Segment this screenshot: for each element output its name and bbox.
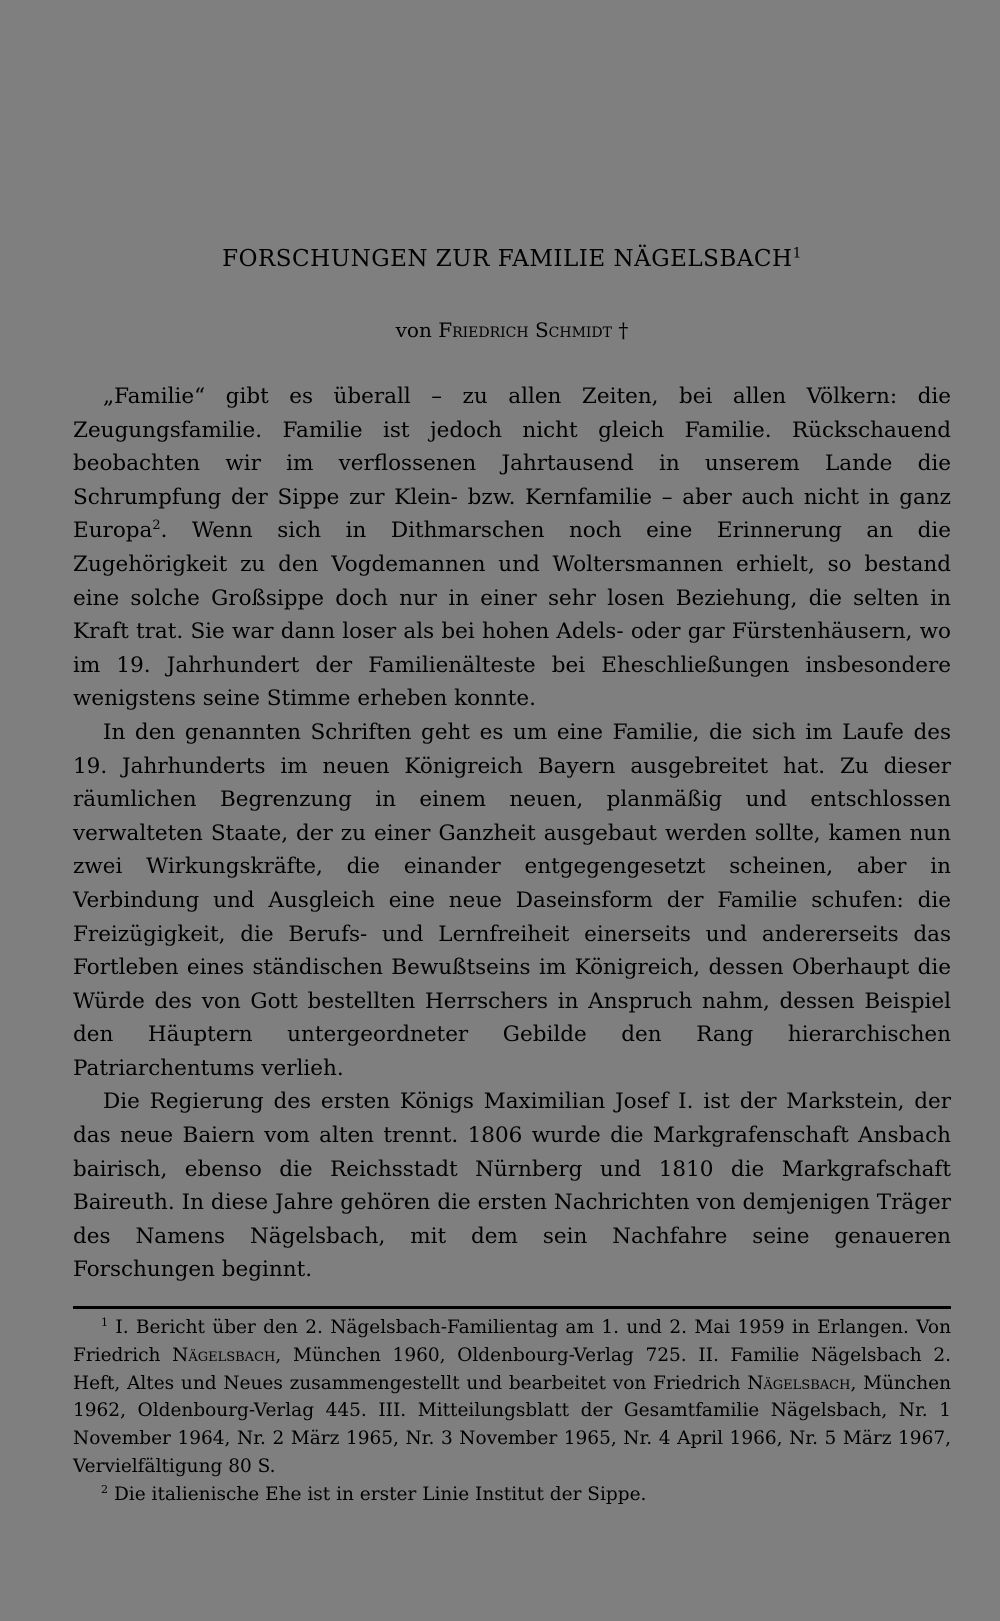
footnote-1-text-a: I. Bericht über den 2. Nägelsbach-Familientag am 1. und 2. Mai 1959 in Erlangen. Von Friedrich (73, 1317, 951, 1366)
paragraph-2: In den genannten Schriften geht es um eine Familie, die sich im Laufe des 19. Jahrhunderts im neuen Königreich Bayern ausgebreitet hat. Zu dieser räumlichen Begrenzung in einem neuen, planmäßig und entschlossen verwalteten Staate, der zu einer Ganzheit ausgebaut werden sollte, kamen nun zwei Wirkungskräfte, die einander entgegengesetzt scheinen, aber in Verbindung und Ausgleich eine neue Daseinsform der Familie schufen: die Freizügigkeit, die Berufs- und Lernfreiheit einerseits und andererseits das Fortleben eines ständischen Bewußtseins im Königreich, dessen Oberhaupt die Würde des von Gott bestellten Herrschers in Anspruch nahm, dessen Beispiel den Häuptern untergeordneter Gebilde den Rang hierarchischen Patriarchentums verlieh. (73, 719, 951, 1081)
paragraph-3: Die Regierung des ersten Königs Maximilian Josef I. ist der Markstein, der das neue Baiern vom alten trennt. 1806 wurde die Markgrafenschaft Ansbach bairisch, ebenso die Reichsstadt Nürnberg und 1810 die Markgrafschaft Baireuth. In diese Jahre gehören die ersten Nachrichten von demjenigen Träger des Namens Nägelsbach, mit dem sein Nachfahre seine genaueren Forschungen beginnt. (73, 1089, 951, 1283)
paragraph-1-text: „Familie“ gibt es überall – zu allen Zeiten, bei allen Völkern: die Zeugungsfamilie. Familie ist jedoch nicht gleich Familie. Rückschauend beobachten wir im verflossenen Jahrtausend in unserem Lande die Schrumpfung der Sippe zur Klein- bzw. Kernfamilie – aber auch nicht in ganz Europa (73, 384, 951, 544)
dagger-symbol: † (612, 318, 629, 342)
paragraph-1 (73, 380, 951, 716)
footnote-1-text-b: , München 1960, Oldenbourg-Verlag 725. II. Familie Nägelsbach 2. Heft, Altes und Neues zusammengestellt und bearbeitet von Friedrich (73, 1344, 952, 1394)
page-title (73, 246, 951, 272)
footnote-2-mark: 2 (101, 1482, 109, 1496)
footnote-2-text: Die italienische Ehe ist in erster Linie Institut der Sippe. (108, 1483, 647, 1505)
footnote-1-text-c: , München 1962, Oldenbourg-Verlag 445. III. Mitteilungsblatt der Gesamtfamilie Nägelsbach, Nr. 1 November 1964, Nr. 2 März 1965, Nr. 3 November 1965, Nr. 4 April 1966, Nr. 5 März 1967, Vervielfältigung 80 S. (73, 1372, 951, 1477)
footnote-1-name-1: Nägelsbach (172, 1344, 276, 1366)
footnote-divider (73, 1306, 951, 1309)
paragraph-1-continued: . Wenn sich in Dithmarschen noch eine Erinnerung an die Zugehörigkeit zu den Vogdemannen und Woltersmannen erhielt, so bestand eine solche Großsippe doch nur in einer sehr losen Beziehung, die selten in Kraft trat. Sie war dann loser als bei hohen Adels- oder gar Fürstenhäusern, wo im 19. Jahrhundert der Familienälteste bei Eheschließungen insbesondere wenigstens seine Stimme erheben konnte. (73, 518, 951, 712)
body-text (73, 380, 951, 1287)
author-byline (73, 318, 951, 342)
byline-prefix: von (395, 318, 439, 342)
footnote-2 (73, 1481, 951, 1509)
footnotes (73, 1314, 951, 1509)
footnote-1-mark: 1 (101, 1315, 109, 1329)
footnote-1-name-2: Nägelsbach (747, 1372, 851, 1394)
footnote-ref-2: 2 (152, 518, 161, 534)
footnote-ref-1: 1 (792, 245, 802, 262)
author-name: Friedrich Schmidt (438, 318, 612, 342)
title-text: FORSCHUNGEN ZUR FAMILIE NÄGELSBACH (222, 246, 793, 272)
footnote-1 (73, 1314, 951, 1481)
